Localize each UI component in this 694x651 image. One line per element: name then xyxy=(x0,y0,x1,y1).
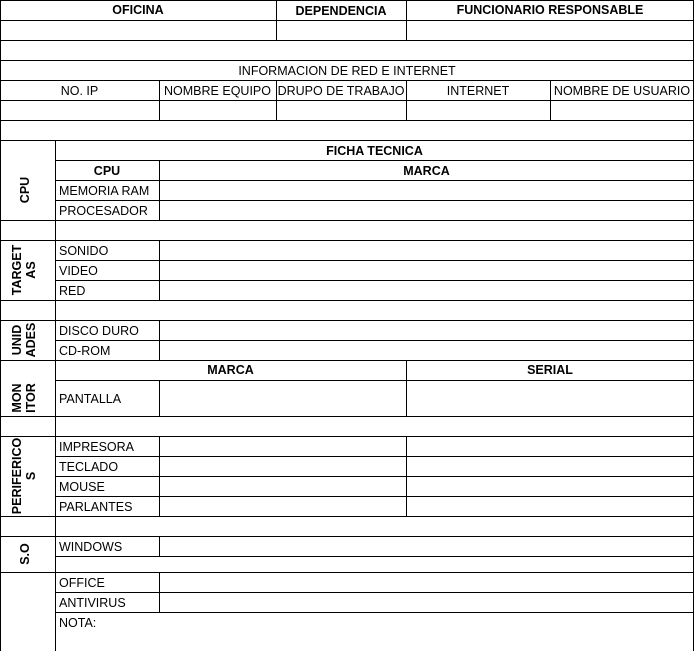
col-grupo-trabajo: DRUPO DE TRABAJO xyxy=(277,84,405,98)
section-perifericos-line2: S xyxy=(24,471,39,481)
section-monitor-line2: ITOR xyxy=(24,383,39,413)
header-oficina: OFICINA xyxy=(112,3,164,17)
ficha-marca-col: MARCA xyxy=(403,164,450,178)
row-disco-duro: DISCO DURO xyxy=(59,324,139,338)
section-cpu-label: CPU xyxy=(18,176,32,204)
col-internet: INTERNET xyxy=(446,84,510,98)
section-tarjetas xyxy=(10,230,46,310)
section-perifericos-line1: PERIFERICO xyxy=(10,437,24,515)
section-unidades-line1: UNID xyxy=(10,324,24,356)
section-perifericos xyxy=(10,426,46,526)
row-office: OFFICE xyxy=(59,576,105,590)
red-title: INFORMACION DE RED E INTERNET xyxy=(238,64,456,78)
col-nombre-usuario: NOMBRE DE USUARIO xyxy=(553,84,691,98)
col-nombre-equipo: NOMBRE EQUIPO xyxy=(164,84,271,98)
ficha-cpu-col: CPU xyxy=(93,164,121,178)
section-so xyxy=(18,524,38,584)
row-procesador: PROCESADOR xyxy=(59,204,148,218)
section-monitor-line1: MON xyxy=(10,383,24,413)
row-teclado: TECLADO xyxy=(59,460,119,474)
row-parlantes: PARLANTES xyxy=(59,500,133,514)
row-impresora: IMPRESORA xyxy=(59,440,135,454)
section-so-label: S.O xyxy=(18,543,32,565)
row-pantalla: PANTALLA xyxy=(59,392,122,406)
section-unidades xyxy=(10,310,46,370)
row-video: VIDEO xyxy=(59,264,98,278)
section-tarjetas-line1: TARGET xyxy=(10,244,24,296)
ficha-title: FICHA TECNICA xyxy=(326,144,423,158)
row-red: RED xyxy=(59,284,86,298)
col-marca: MARCA xyxy=(207,363,254,377)
row-mouse: MOUSE xyxy=(59,480,105,494)
section-tarjetas-line2: AS xyxy=(24,261,39,279)
header-dependencia: DEPENDENCIA xyxy=(295,4,387,18)
row-cd-rom: CD-ROM xyxy=(59,344,111,358)
row-sonido: SONIDO xyxy=(59,244,109,258)
row-memoria-ram: MEMORIA RAM xyxy=(59,184,150,198)
row-windows: WINDOWS xyxy=(59,540,123,554)
section-unidades-line2: ADES xyxy=(24,322,39,358)
col-serial: SERIAL xyxy=(527,363,573,377)
section-cpu xyxy=(18,150,38,230)
row-nota: NOTA: xyxy=(59,616,97,630)
section-monitor xyxy=(10,368,46,428)
row-antivirus: ANTIVIRUS xyxy=(59,596,126,610)
col-no-ip: NO. IP xyxy=(60,84,99,98)
header-funcionario: FUNCIONARIO RESPONSABLE xyxy=(456,3,644,17)
